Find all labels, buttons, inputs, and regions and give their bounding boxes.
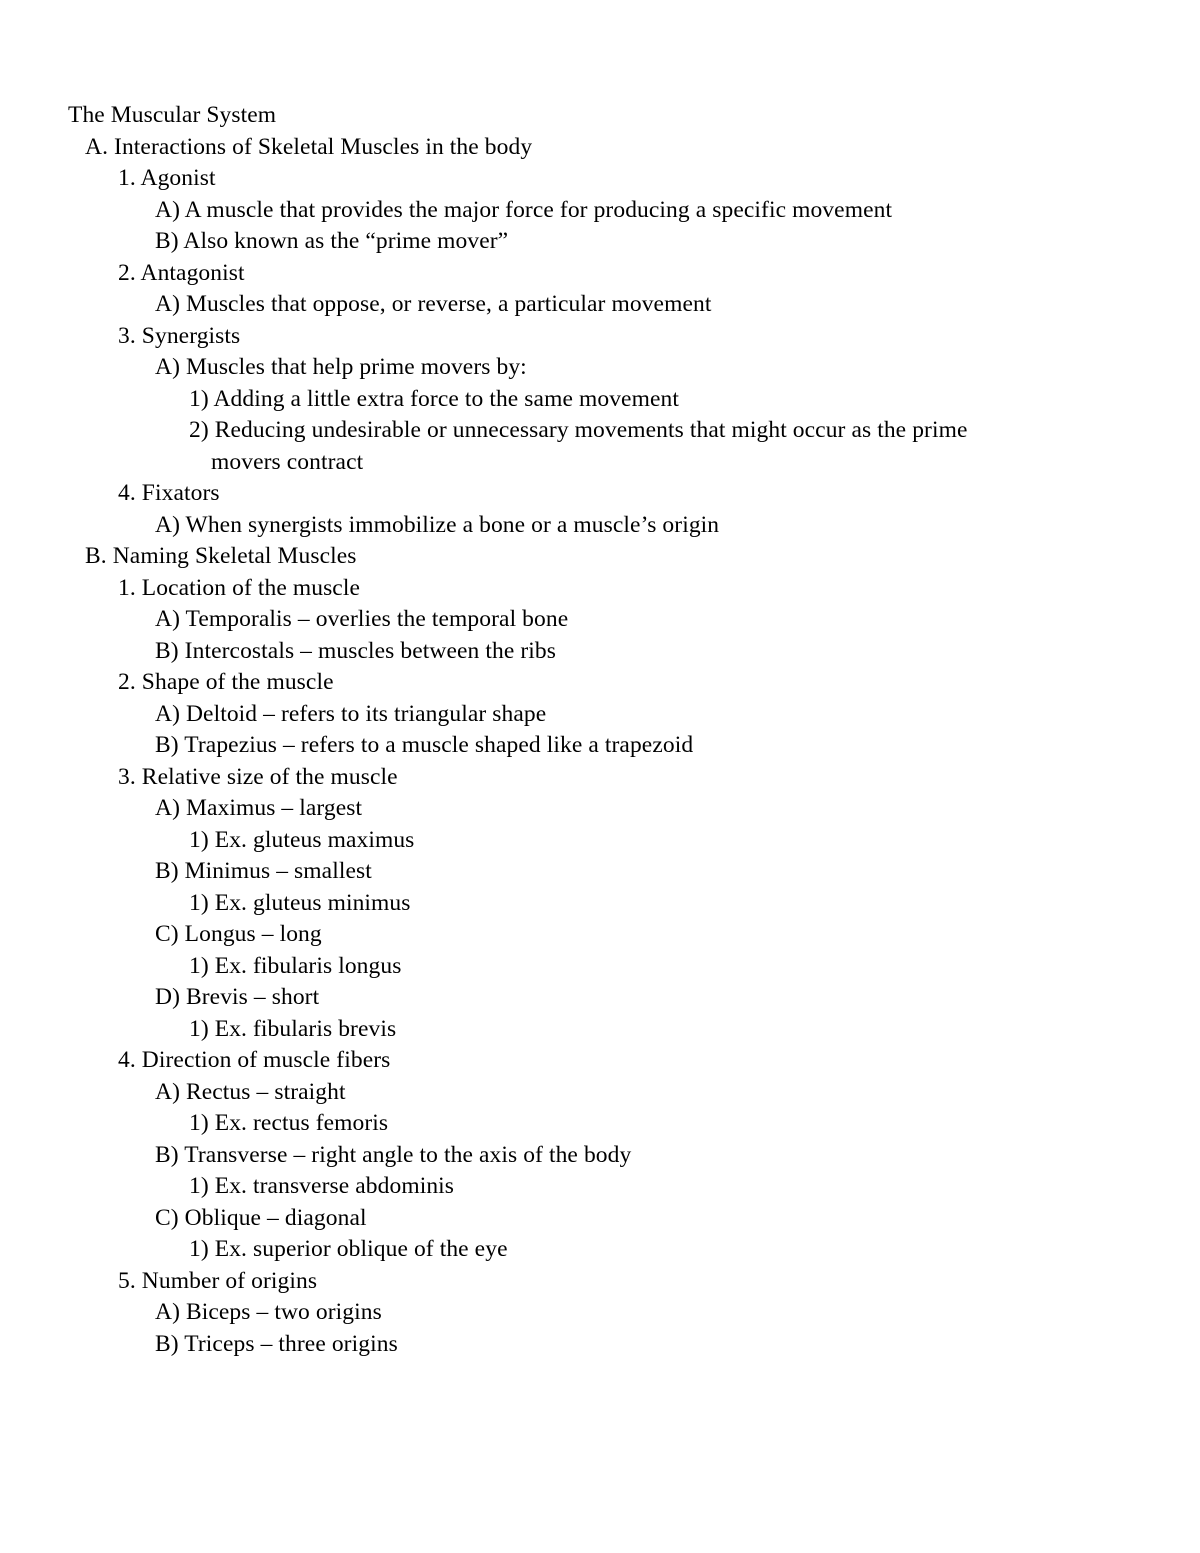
outline-line: C) Oblique – diagonal: [155, 1204, 367, 1231]
outline-lines: [68, 132, 1168, 1361]
outline-line: 1. Agonist: [118, 165, 216, 191]
document-title: The Muscular System: [68, 102, 277, 128]
outline-line: 1) Ex. gluteus maximus: [189, 826, 415, 853]
outline-line: 2) Reducing undesirable or unnecessary movements that might occur as the prime: [189, 417, 968, 443]
outline-line: A) Biceps – two origins: [155, 1299, 382, 1325]
outline-line: 1) Ex. rectus femoris: [189, 1110, 389, 1136]
outline-line: B) Minimus – smallest: [155, 858, 372, 884]
outline-line: 4. Fixators: [118, 480, 220, 506]
outline-line: A) Muscles that oppose, or reverse, a particular movement: [155, 291, 712, 317]
outline: [68, 100, 1168, 1360]
outline-line: B) Also known as the “prime mover”: [155, 228, 509, 254]
outline-line: D) Brevis – short: [155, 984, 320, 1010]
outline-line: 1) Ex. gluteus minimus: [189, 889, 411, 916]
outline-line: A) When synergists immobilize a bone or a muscle’s origin: [155, 511, 720, 538]
outline-line: A) Temporalis – overlies the temporal bone: [155, 606, 569, 632]
outline-line: 3. Relative size of the muscle: [118, 763, 398, 790]
outline-line: B) Intercostals – muscles between the ribs: [155, 637, 556, 664]
outline-line: C) Longus – long: [155, 921, 322, 947]
outline-line: B) Triceps – three origins: [155, 1330, 398, 1357]
outline-line: 2. Shape of the muscle: [118, 669, 334, 695]
outline-line: 1) Adding a little extra force to the same movement: [189, 385, 679, 412]
outline-line: 1) Ex. superior oblique of the eye: [189, 1236, 508, 1262]
outline-line: 1) Ex. fibularis longus: [189, 952, 402, 979]
outline-line: A) Rectus – straight: [155, 1078, 346, 1105]
outline-line: A) Deltoid – refers to its triangular shape: [155, 700, 547, 727]
outline-line: A. Interactions of Skeletal Muscles in the body: [85, 133, 533, 160]
outline-line: 5. Number of origins: [118, 1267, 318, 1294]
outline-line: B. Naming Skeletal Muscles: [85, 543, 357, 569]
outline-line: 3. Synergists: [118, 322, 241, 349]
outline-line: 4. Direction of muscle fibers: [118, 1047, 391, 1073]
outline-line: B) Transverse – right angle to the axis of the body: [155, 1141, 632, 1168]
outline-line: 2. Antagonist: [118, 259, 245, 286]
outline-line: movers contract: [211, 448, 364, 475]
outline-line: B) Trapezius – refers to a muscle shaped like a trapezoid: [155, 732, 694, 758]
outline-line: 1) Ex. transverse abdominis: [189, 1173, 455, 1199]
outline-line: A) A muscle that provides the major force for producing a specific movement: [155, 196, 893, 223]
outline-line: 1. Location of the muscle: [118, 574, 360, 601]
outline-line: 1) Ex. fibularis brevis: [189, 1015, 397, 1042]
outline-line: A) Maximus – largest: [155, 795, 363, 821]
outline-line: A) Muscles that help prime movers by:: [155, 354, 527, 380]
